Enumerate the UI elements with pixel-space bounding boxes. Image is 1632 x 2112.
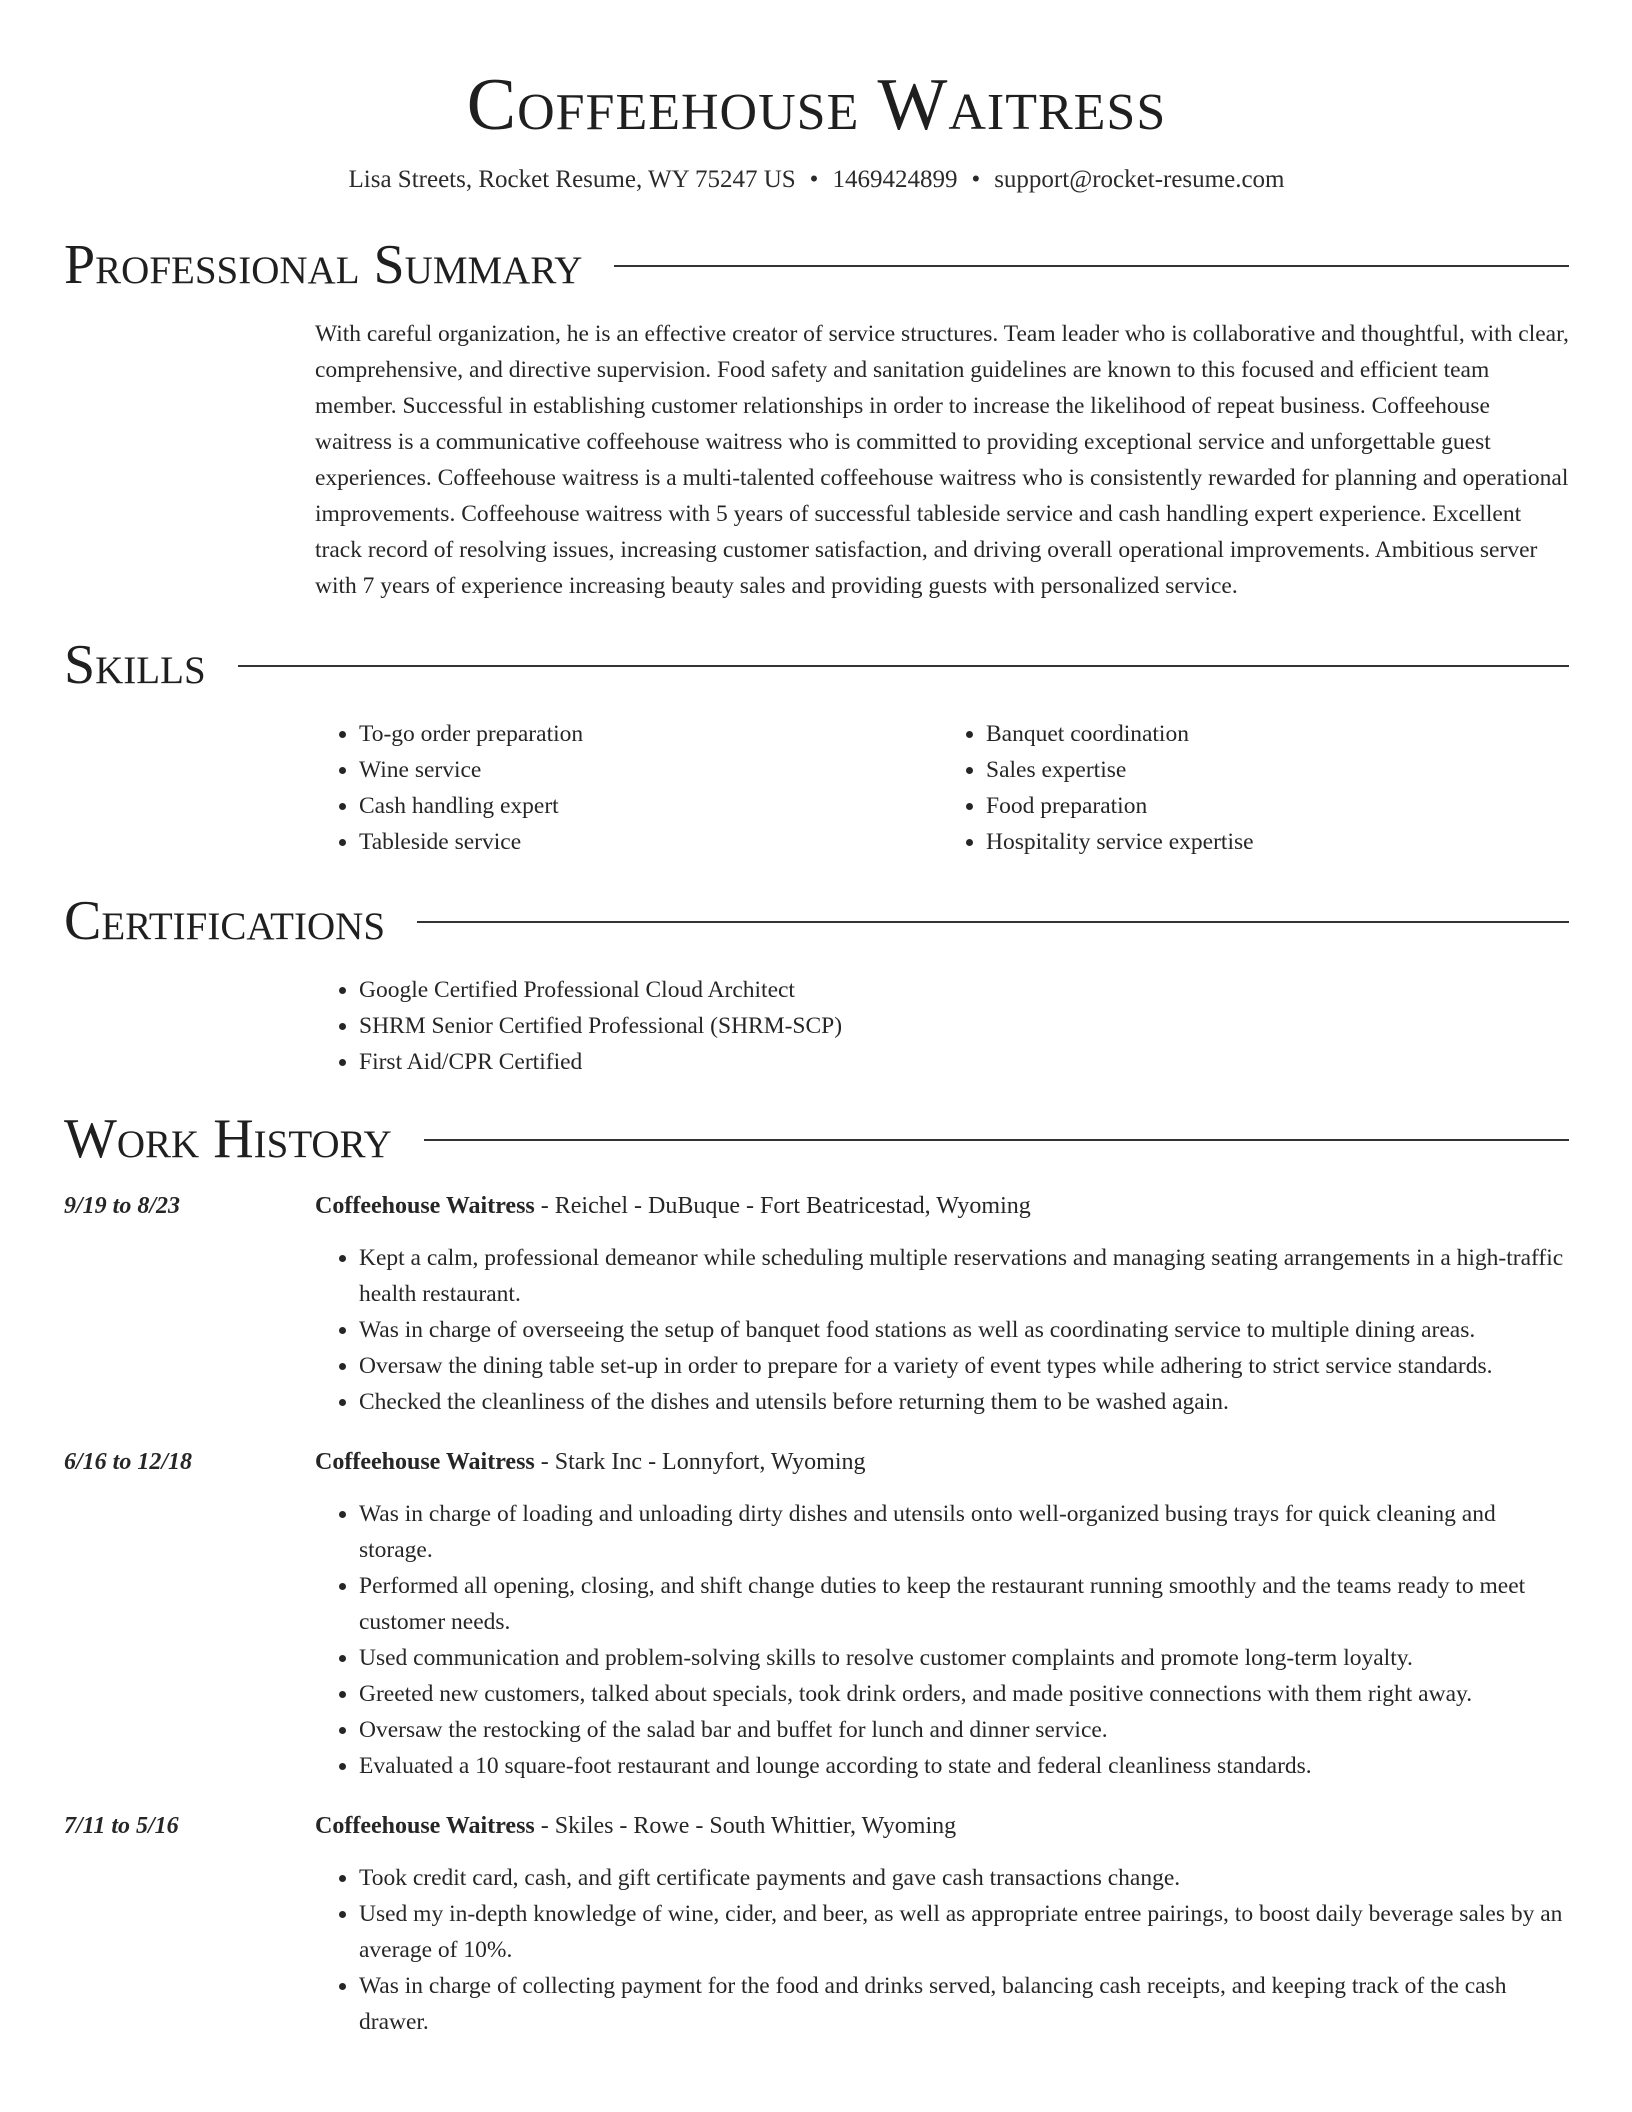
job-duty: • Was in charge of collecting payment for the food and drinks served, balancing cash receipts, and keeping track of the cash drawer. [359, 1968, 1569, 2040]
section-divider [614, 265, 1569, 267]
contact-phone: 1469424899 [832, 166, 958, 193]
skill-item: • Food preparation [986, 788, 1569, 824]
section-header-skills [64, 634, 1569, 696]
skill-item: • Banquet coordination [986, 716, 1569, 752]
section-divider [424, 1139, 1569, 1141]
job-duty: • Used communication and problem-solving skills to resolve customer complaints and promote long-term loyalty. [359, 1640, 1569, 1676]
job-heading [315, 1808, 1569, 1844]
contact-line [64, 164, 1569, 196]
professional-summary-text: With careful organization, he is an effective creator of service structures. Team leader who is collaborative and thoughtful, with clear, comprehensive, and directive supervision. Food safety and sanitation guidelines are known to this focused and efficient team member. Successful in establishing customer relationships in order to increase the likelihood of repeat business. Coffeehouse waitress is a communicative coffeehouse waitress who is committed to providing exceptional service and unforgettable guest experiences. Coffeehouse waitress is a multi-talented coffeehouse waitress who is consistently rewarded for planning and operational improvements. Coffeehouse waitress with 5 years of successful tableside service and cash handling expert experience. Excellent track record of resolving issues, increasing customer satisfaction, and driving overall operational improvements. Ambitious server with 7 years of experience increasing beauty sales and providing guests with personalized service. [315, 321, 1569, 599]
job-dates: 6/16 to 12/18 [64, 1449, 193, 1475]
job-duties [315, 1240, 1569, 1420]
section-header-summary [64, 234, 1569, 296]
contact-email: support@rocket-resume.com [994, 166, 1285, 193]
job-duty: • Greeted new customers, talked about specials, took drink orders, and made positive connections with them right away. [359, 1676, 1569, 1712]
job-employer: - Skiles - Rowe - South Whittier, Wyoming [534, 1813, 957, 1839]
job-entry [64, 1444, 1569, 1784]
job-duty: • Was in charge of loading and unloading dirty dishes and utensils onto well-organized busing trays for quick cleaning and storage. [359, 1496, 1569, 1568]
skill-item: • To-go order preparation [359, 716, 942, 752]
skills-list [315, 716, 1569, 860]
certifications-list [315, 972, 1569, 1080]
skill-item: • Wine service [359, 752, 942, 788]
skills-column-left [315, 716, 942, 860]
contact-separator: • [971, 166, 981, 193]
job-info [315, 1188, 1569, 1420]
job-entry [64, 1188, 1569, 1420]
skill-item: • Cash handling expert [359, 788, 942, 824]
job-duty: • Oversaw the dining table set-up in order to prepare for a variety of event types while adhering to strict service standards. [359, 1348, 1569, 1384]
skill-item: • Tableside service [359, 824, 942, 860]
job-employer: - Reichel - DuBuque - Fort Beatricestad, Wyoming [534, 1193, 1031, 1219]
section-title-skills: Skills [64, 634, 206, 696]
resume-page [64, 0, 1569, 2112]
section-header-work-history [64, 1108, 1569, 1170]
job-info [315, 1444, 1569, 1784]
contact-address: Lisa Streets, Rocket Resume, WY 75247 US [348, 166, 796, 193]
job-heading [315, 1444, 1569, 1480]
job-heading [315, 1188, 1569, 1224]
job-duty: • Was in charge of overseeing the setup of banquet food stations as well as coordinating service to multiple dining areas. [359, 1312, 1569, 1348]
job-info [315, 1808, 1569, 2040]
skills-column-right [942, 716, 1569, 860]
job-duty: • Kept a calm, professional demeanor while scheduling multiple reservations and managing seating arrangements in a high-traffic health restaurant. [359, 1240, 1569, 1312]
job-duty: • Oversaw the restocking of the salad bar and buffet for lunch and dinner service. [359, 1712, 1569, 1748]
job-dates: 9/19 to 8/23 [64, 1193, 181, 1219]
job-duty: • Evaluated a 10 square-foot restaurant and lounge according to state and federal cleanliness standards. [359, 1748, 1569, 1784]
job-duty: • Performed all opening, closing, and shift change duties to keep the restaurant running smoothly and the teams ready to meet customer needs. [359, 1568, 1569, 1640]
job-duty: • Took credit card, cash, and gift certificate payments and gave cash transactions change. [359, 1860, 1569, 1896]
section-divider [238, 665, 1569, 667]
certification-item: • First Aid/CPR Certified [359, 1044, 1569, 1080]
job-duty: • Used my in-depth knowledge of wine, cider, and beer, as well as appropriate entree pairings, to boost daily beverage sales by an average of 10%. [359, 1896, 1569, 1968]
section-header-certifications [64, 890, 1569, 952]
section-title-certifications: Certifications [64, 890, 386, 952]
section-title-summary: Professional Summary [64, 234, 583, 296]
job-title: Coffeehouse Waitress [315, 1449, 535, 1475]
job-employer: - Stark Inc - Lonnyfort, Wyoming [534, 1449, 866, 1475]
certification-item: • SHRM Senior Certified Professional (SHRM-SCP) [359, 1008, 1569, 1044]
certification-item: • Google Certified Professional Cloud Architect [359, 972, 1569, 1008]
job-duty: • Checked the cleanliness of the dishes and utensils before returning them to be washed again. [359, 1384, 1569, 1420]
job-title: Coffeehouse Waitress [315, 1193, 535, 1219]
job-dates: 7/11 to 5/16 [64, 1813, 179, 1839]
contact-separator: • [809, 166, 819, 193]
job-title: Coffeehouse Waitress [315, 1813, 535, 1839]
job-duties [315, 1496, 1569, 1784]
section-divider [417, 921, 1569, 923]
job-entry [64, 1808, 1569, 2040]
section-title-work-history: Work History [64, 1108, 392, 1170]
skill-item: • Hospitality service expertise [986, 824, 1569, 860]
resume-title: Coffeehouse Waitress [466, 64, 1167, 146]
job-duties [315, 1860, 1569, 2040]
skill-item: • Sales expertise [986, 752, 1569, 788]
